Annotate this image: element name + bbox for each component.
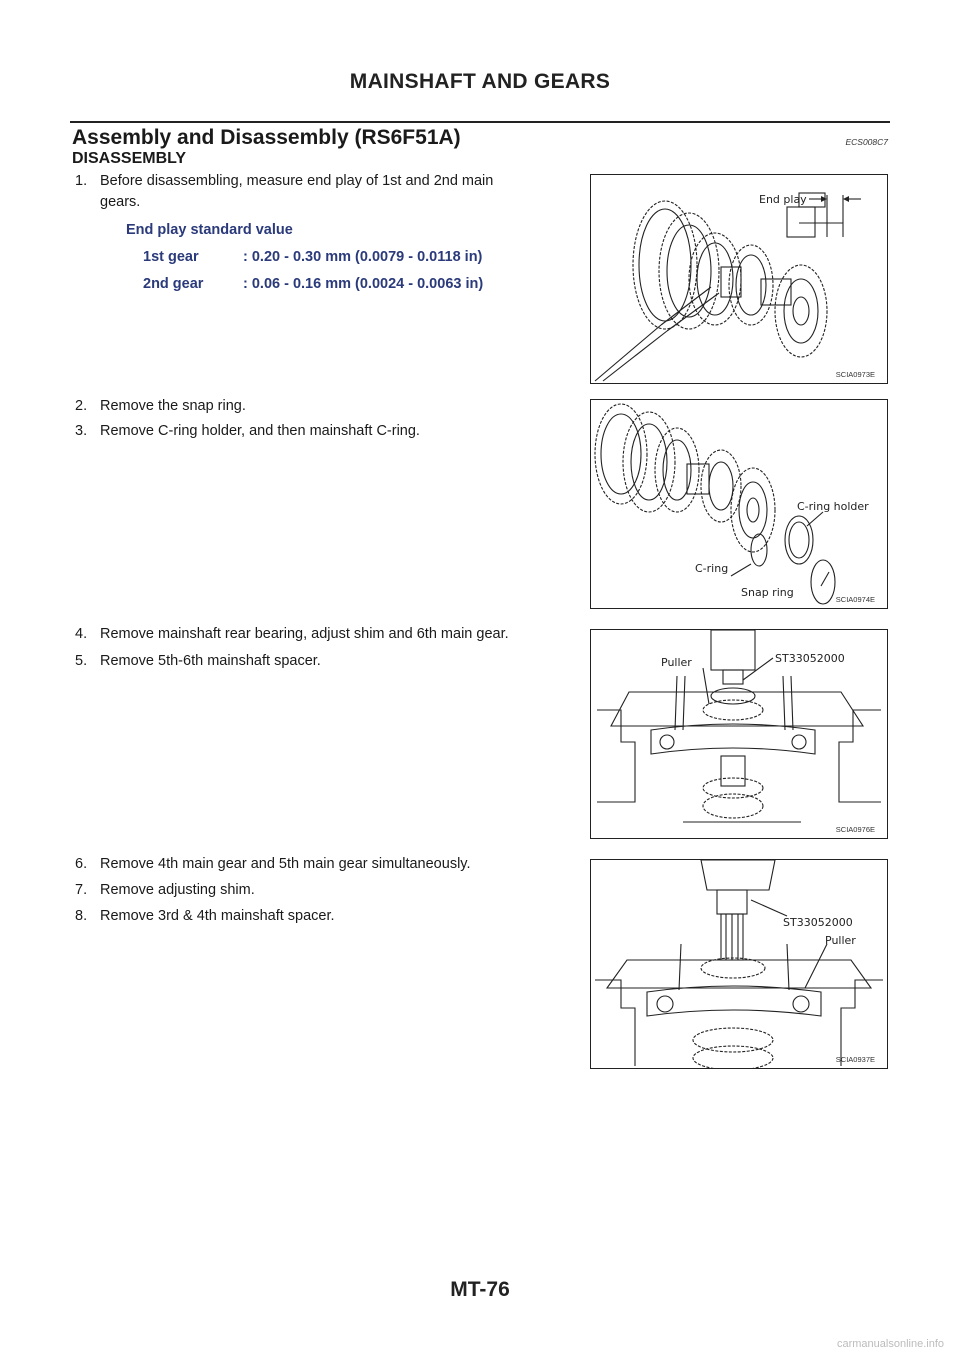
- step-number: 3.: [75, 423, 88, 439]
- spec-row-1st-gear: [126, 244, 483, 271]
- gear-cluster-illustration: [591, 175, 887, 383]
- figure-caption: SCIA0976E: [835, 825, 875, 834]
- spec-label: 2nd gear: [143, 276, 204, 292]
- figure-caption: SCIA0973E: [835, 370, 875, 379]
- spec-row-2nd-gear: [126, 271, 483, 298]
- snap-ring-illustration: [591, 400, 887, 608]
- step-text: Before disassembling, measure end play of 1st and 2nd main: [100, 173, 494, 189]
- page-header: MAINSHAFT AND GEARS: [349, 70, 611, 93]
- step-number: 1.: [75, 173, 88, 189]
- step-7: [75, 880, 580, 901]
- title-rule: [70, 121, 890, 123]
- page-number: MT-76: [450, 1278, 510, 1301]
- step-number: 2.: [75, 398, 88, 414]
- step-6: [75, 854, 580, 875]
- spec-value: : 0.20 - 0.30 mm (0.0079 - 0.0118 in): [243, 249, 483, 265]
- step-text: Remove adjusting shim.: [100, 882, 255, 898]
- step-2: [75, 396, 580, 417]
- callout-puller: Puller: [825, 934, 856, 947]
- callout-puller: Puller: [661, 656, 692, 669]
- step-1: [75, 171, 580, 213]
- step-text: Remove C-ring holder, and then mainshaft C-ring.: [100, 423, 420, 439]
- spec-label: 1st gear: [143, 249, 199, 265]
- figure-caption: SCIA0974E: [835, 595, 875, 604]
- section-title: Assembly and Disassembly (RS6F51A): [72, 126, 461, 149]
- watermark: carmanualsonline.info: [836, 1338, 944, 1350]
- callout-c-ring-holder: C-ring holder: [797, 500, 869, 513]
- step-text: Remove 4th main gear and 5th main gear simultaneously.: [100, 856, 471, 872]
- callout-snap-ring: Snap ring: [741, 586, 794, 599]
- step-number: 4.: [75, 626, 88, 642]
- step-text-continued: gears.: [100, 194, 141, 210]
- callout-end-play: End play: [759, 193, 807, 206]
- step-4: [75, 624, 580, 645]
- callout-special-tool: ST33052000: [783, 916, 853, 929]
- step-text: Remove the snap ring.: [100, 398, 246, 414]
- step-text: Remove 5th-6th mainshaft spacer.: [100, 653, 321, 669]
- figure-end-play: [590, 174, 888, 384]
- spec-heading: End play standard value: [126, 222, 293, 238]
- step-number: 6.: [75, 856, 88, 872]
- step-number: 8.: [75, 908, 88, 924]
- step-number: 5.: [75, 653, 88, 669]
- puller-press-illustration-2: [591, 860, 887, 1068]
- puller-press-illustration: [591, 630, 887, 838]
- figure-caption: SCIA0937E: [835, 1055, 875, 1064]
- step-text: Remove 3rd & 4th mainshaft spacer.: [100, 908, 335, 924]
- section-code: ECS008C7: [845, 137, 888, 147]
- step-text: Remove mainshaft rear bearing, adjust shim and 6th main gear.: [100, 626, 509, 642]
- figure-puller-6th-gear: [590, 629, 888, 839]
- callout-c-ring: C-ring: [695, 562, 729, 575]
- end-play-spec: [126, 217, 483, 298]
- spec-value: : 0.06 - 0.16 mm (0.0024 - 0.0063 in): [243, 276, 484, 292]
- step-number: 7.: [75, 882, 88, 898]
- callout-special-tool: ST33052000: [775, 652, 845, 665]
- step-8: [75, 906, 580, 927]
- step-5: [75, 651, 580, 672]
- step-3: [75, 421, 580, 442]
- figure-snap-ring: [590, 399, 888, 609]
- subsection-title: DISASSEMBLY: [72, 150, 187, 167]
- figure-puller-4th-5th-gear: [590, 859, 888, 1069]
